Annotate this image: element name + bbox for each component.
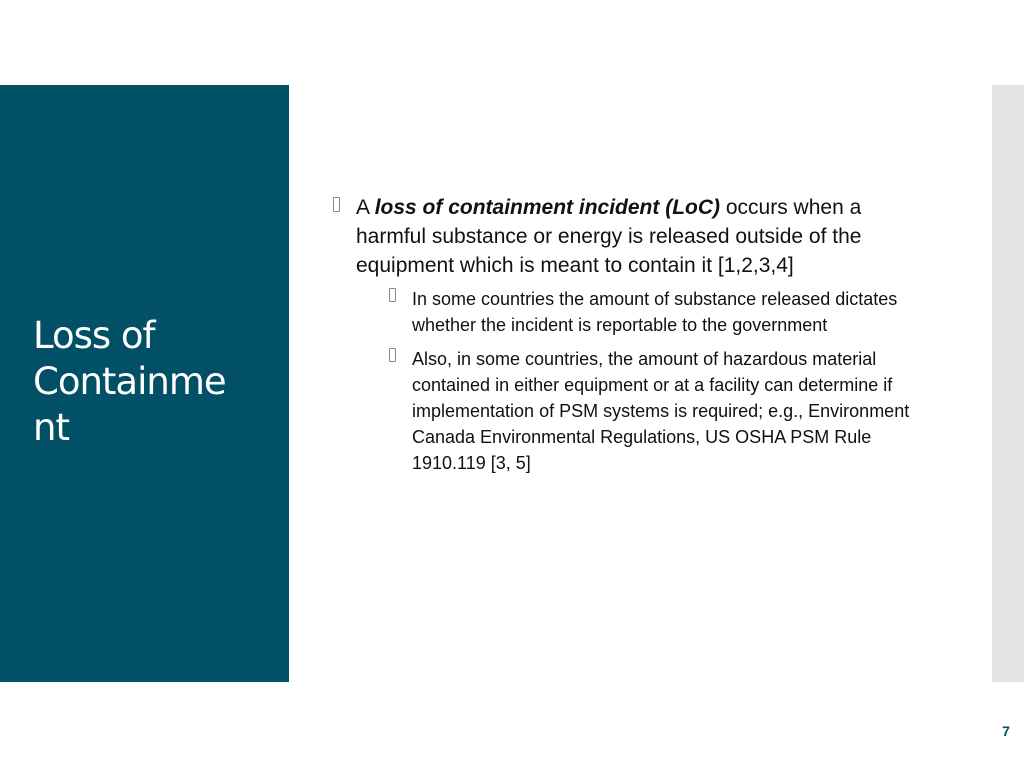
page-number: 7 (1002, 723, 1010, 739)
main-bullet-text: occurs when a harmful substance or energy is released outside of the equipment which is meant to contain it [1,2,3,4] (356, 196, 862, 277)
sub-bullet-text: Also, in some countries, the amount of hazardous material contained in either equipment or at a facility can determine if implementation of PSM systems is required; e.g., Environment Canada Environmental Regulations, US OSHA PSM Rule 1910.119 [3, 5] (412, 349, 910, 473)
side-decoration-strip (992, 85, 1024, 682)
slide-title: Loss of Containme nt (33, 314, 226, 449)
sub-bullet-1 (389, 286, 932, 338)
main-bullet (333, 193, 936, 280)
main-bullet-emphasis: loss of containment incident (LoC) (374, 196, 721, 219)
sub-bullet-2 (389, 346, 932, 476)
main-bullet-lead: A (356, 196, 375, 219)
slide-content (333, 193, 943, 476)
sub-bullet-text: In some countries the amount of substance released dictates whether the incident is reportable to the government (412, 289, 898, 335)
square-bullet-icon (389, 288, 396, 302)
square-bullet-icon (389, 348, 396, 362)
square-bullet-icon (333, 197, 340, 212)
